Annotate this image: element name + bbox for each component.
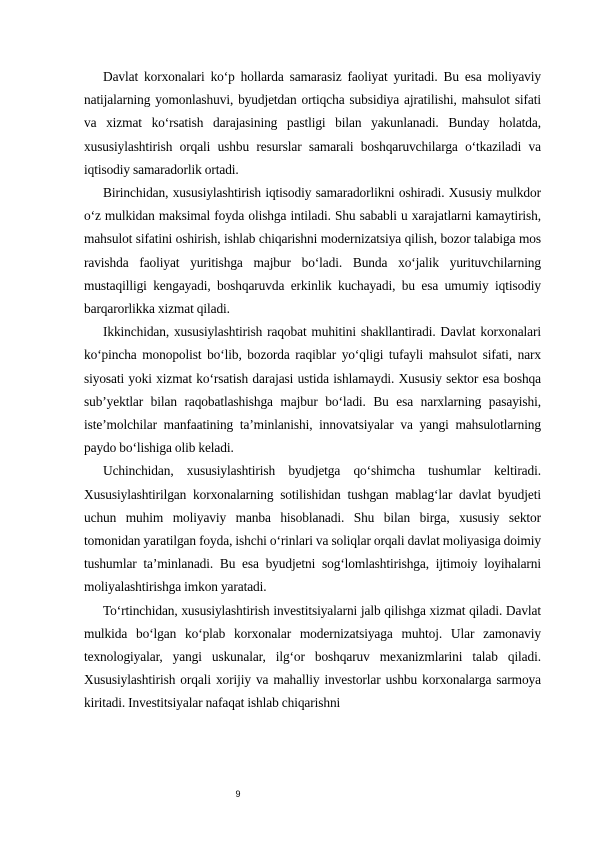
- paragraph-2: Birinchidan, xususiylashtirish iqtisodiy samaradorlikni oshiradi. Xususiy mulkdor o‘z mulkidan maksimal foyda olishga intiladi. Shu sababli u xarajatlarni kamaytirish, mahsulot sifatini oshirish, ishlab chiqarishni modernizatsiya qilish, bozor talabiga mos ravishda faoliyat yuritishga majbur bo‘ladi. Bunda xo‘jalik yurituvchilarning mustaqilligi kengayadi, boshqaruvda erkinlik kuchayadi, bu esa umumiy iqtisodiy barqarorlikka xizmat qiladi.: [84, 185, 541, 317]
- paragraph-5: To‘rtinchidan, xususiylashtirish investitsiyalarni jalb qilishga xizmat qiladi. Davlat mulkida bo‘lgan ko‘plab korxonalar modernizatsiyaga muhtoj. Ular zamonaviy texnologiyalar, yangi uskunalar, ilg‘or boshqaruv mexanizmlarini talab qiladi. Xususiylashtirish orqali xorijiy va mahalliy investorlar ushbu korxonalarga sarmoya kiritadi. Investitsiyalar nafaqat ishlab chiqarishni: [84, 602, 541, 711]
- paragraph-1: Davlat korxonalari ko‘p hollarda samarasiz faoliyat yuritadi. Bu esa moliyaviy natijalarning yomonlashuvi, byudjetdan ortiqcha subsidiya ajratilishi, mahsulot sifati va xizmat ko‘rsatish darajasining pastligi bilan yakunlanadi. Bunday holatda, xususiylashtirish orqali ushbu resurslar samarali boshqaruvchilarga o‘tkaziladi va iqtisodiy samaradorlik ortadi.: [84, 69, 541, 177]
- page-number: 9: [235, 789, 241, 799]
- document-body: [84, 65, 541, 715]
- paragraph-3: Ikkinchidan, xususiylashtirish raqobat muhitini shakllantiradi. Davlat korxonalari ko‘pincha monopolist bo‘lib, bozorda raqiblar yo‘qligi tufayli mahsulot sifati, narx siyosati yoki xizmat ko‘rsatish darajasi ustida ishlamaydi. Xususiy sektor esa boshqa sub’yektlar bilan raqobatlashishga majbur bo‘ladi. Bu esa narxlarning pasayishi, iste’molchilar manfaatining ta’minlanishi, innovatsiyalar va yangi mahsulotlarning paydo bo‘lishiga olib keladi.: [84, 324, 541, 456]
- paragraph-4: Uchinchidan, xususiylashtirish byudjetga qo‘shimcha tushumlar keltiradi. Xususiylashtirilgan korxonalarning sotilishidan tushgan mablag‘lar davlat byudjeti uchun muhim moliyaviy manba hisoblanadi. Shu bilan birga, xususiy sektor tomonidan yaratilgan foyda, ishchi o‘rinlari va soliqlar orqali davlat moliyasiga doimiy tushumlar ta’minlanadi. Bu esa byudjetni sog‘lomlashtirishga, ijtimoiy loyihalarni moliyalashtirishga imkon yaratadi.: [84, 463, 541, 595]
